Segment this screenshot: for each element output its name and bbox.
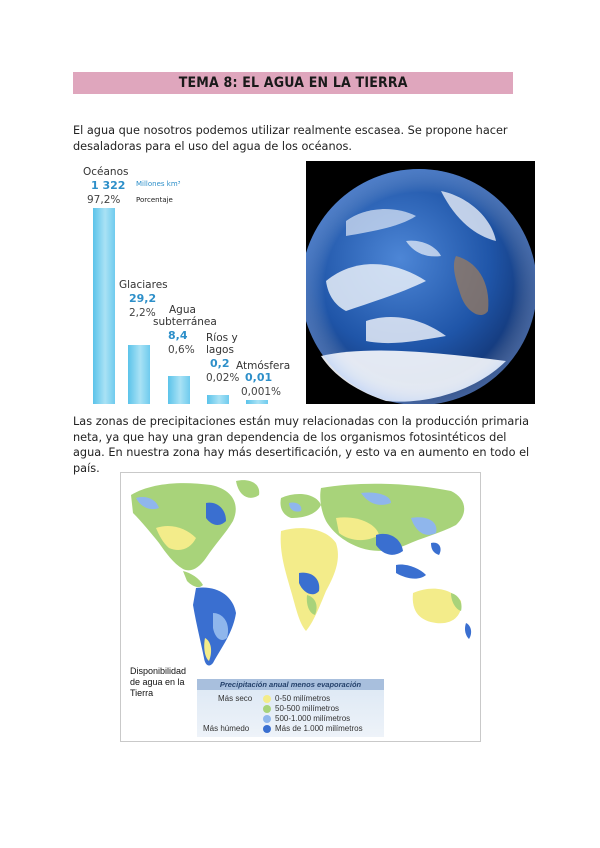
legend-percent: Porcentaje bbox=[136, 196, 173, 204]
map-caption bbox=[130, 666, 186, 699]
atmosphere-percent: 0,001% bbox=[241, 386, 282, 398]
map-caption-line-2: de agua en la bbox=[130, 677, 185, 687]
legend-label-500-1000: 500-1.000 milímetros bbox=[275, 714, 351, 723]
legend-wet-label: Más húmedo bbox=[203, 724, 250, 733]
legend-dry-label: Más seco bbox=[218, 694, 253, 703]
legend-label-over-1000: Más de 1.000 milímetros bbox=[275, 724, 363, 733]
oceans-value: 1 322 bbox=[91, 179, 126, 192]
page-title-bar bbox=[73, 72, 513, 94]
map-caption-line-1: Disponibilidad bbox=[130, 666, 187, 676]
groundwater-label-1: Agua bbox=[169, 304, 196, 316]
groundwater-value: 8,4 bbox=[168, 329, 188, 342]
world-map-illustration bbox=[121, 473, 480, 673]
legend-label-50-500: 50-500 milímetros bbox=[275, 704, 340, 713]
legend-label-0-50: 0-50 milímetros bbox=[275, 694, 331, 703]
precipitation-paragraph: Las zonas de precipitaciones están muy relacionadas con la producción primaria neta, ya que hay una gran dependencia de los organismos fotosintéticos del agua. En nuestra zona hay más desertificación, y esto va en aumento en todo el país. bbox=[73, 415, 530, 475]
water-availability-map bbox=[120, 472, 481, 742]
earth-photo bbox=[306, 161, 535, 404]
legend-swatch-500-1000 bbox=[263, 715, 271, 723]
glaciers-label: Glaciares bbox=[119, 279, 168, 291]
glaciers-percent: 2,2% bbox=[129, 307, 156, 319]
legend-swatch-over-1000 bbox=[263, 725, 271, 733]
groundwater-percent: 0,6% bbox=[168, 344, 195, 356]
legend-swatch-0-50 bbox=[263, 695, 271, 703]
groundwater-bar bbox=[168, 376, 190, 404]
map-legend-title: Precipitación anual menos evaporación bbox=[197, 679, 384, 690]
glaciers-value: 29,2 bbox=[129, 292, 157, 305]
oceans-percent: 97,2% bbox=[87, 194, 121, 206]
rivers-value: 0,2 bbox=[210, 357, 230, 370]
rivers-percent: 0,02% bbox=[206, 372, 240, 384]
atmosphere-bar bbox=[246, 400, 268, 404]
oceans-label: Océanos bbox=[83, 166, 129, 178]
rivers-bar bbox=[207, 395, 229, 404]
legend-units: Millones km³ bbox=[136, 180, 181, 188]
intro-paragraph: El agua que nosotros podemos utilizar realmente escasea. Se propone hacer desaladoras para el uso del agua de los océanos. bbox=[73, 124, 508, 153]
map-caption-line-3: Tierra bbox=[130, 688, 154, 698]
atmosphere-label: Atmósfera bbox=[236, 360, 291, 372]
oceans-bar bbox=[93, 208, 115, 404]
rivers-label-1: Ríos y bbox=[206, 332, 238, 344]
groundwater-label-2: subterránea bbox=[153, 316, 217, 328]
atmosphere-value: 0,01 bbox=[245, 371, 273, 384]
glaciers-bar bbox=[128, 345, 150, 404]
legend-swatch-50-500 bbox=[263, 705, 271, 713]
earth-globe-illustration bbox=[306, 161, 535, 404]
rivers-label-2: lagos bbox=[206, 344, 234, 356]
water-distribution-chart bbox=[73, 161, 299, 404]
page-title: TEMA 8: EL AGUA EN LA TIERRA bbox=[178, 75, 408, 91]
